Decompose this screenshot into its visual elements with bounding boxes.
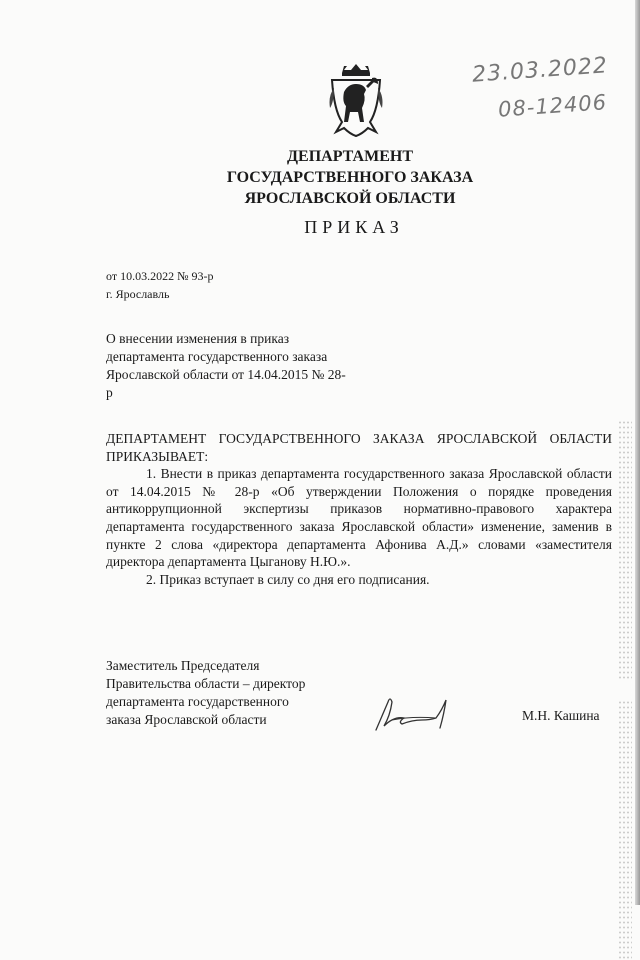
signatory-title (106, 657, 366, 729)
signatory-title-line: департамента государственного (106, 694, 289, 709)
scan-noise (618, 700, 632, 960)
scan-noise (618, 420, 632, 680)
department-title-line: ГОСУДАРСТВЕННОГО ЗАКАЗА (226, 169, 474, 186)
registration-stamp-number: 08-12406 (497, 90, 608, 122)
order-point-1: 1. Внести в приказ департамента государственного заказа Ярославской области от 14.04.2015 № 28-р «Об утверждении Положения о порядке проведения антикоррупционной экспертизы приказов нормативно-правового характера департамента государственного заказа Ярославской области» изменение, заменив в пункте 2 слова «директора департамента Афонива А.Д.» словами «заместителя директора департамента Цыганову Н.Ю.». (106, 466, 612, 570)
handwritten-signature (370, 690, 462, 734)
document-type-title: ПРИКАЗ (304, 217, 404, 237)
order-point-2: 2. Приказ вступает в силу со дня его подписания. (146, 571, 430, 587)
order-intro: ДЕПАРТАМЕНТ ГОСУДАРСТВЕННОГО ЗАКАЗА ЯРОСЛАВСКОЙ ОБЛАСТИ ПРИКАЗЫВАЕТ: (106, 431, 612, 464)
signatory-name: М.Н. Кашина (522, 708, 600, 723)
scan-edge (635, 0, 640, 905)
signatory-title-line: заказа Ярославской области (106, 712, 267, 727)
signatory-title-line: Заместитель Председателя (106, 658, 260, 673)
department-title-line: ЯРОСЛАВСКОЙ ОБЛАСТИ (244, 190, 456, 207)
order-body (106, 430, 612, 588)
coat-of-arms-emblem (322, 62, 390, 138)
signatory-title-line: Правительства области – директор (106, 676, 306, 691)
order-city: г. Ярославль (106, 287, 170, 301)
order-date-number: от 10.03.2022 № 93-р (106, 269, 214, 283)
department-title-line: ДЕПАРТАМЕНТ (287, 148, 413, 165)
department-title (0, 146, 640, 209)
order-subject: О внесении изменения в приказ департамента государственного заказа Ярославской области от 14.04.2015 № 28-р (106, 331, 346, 400)
registration-stamp-date: 23.03.2022 (471, 53, 609, 88)
